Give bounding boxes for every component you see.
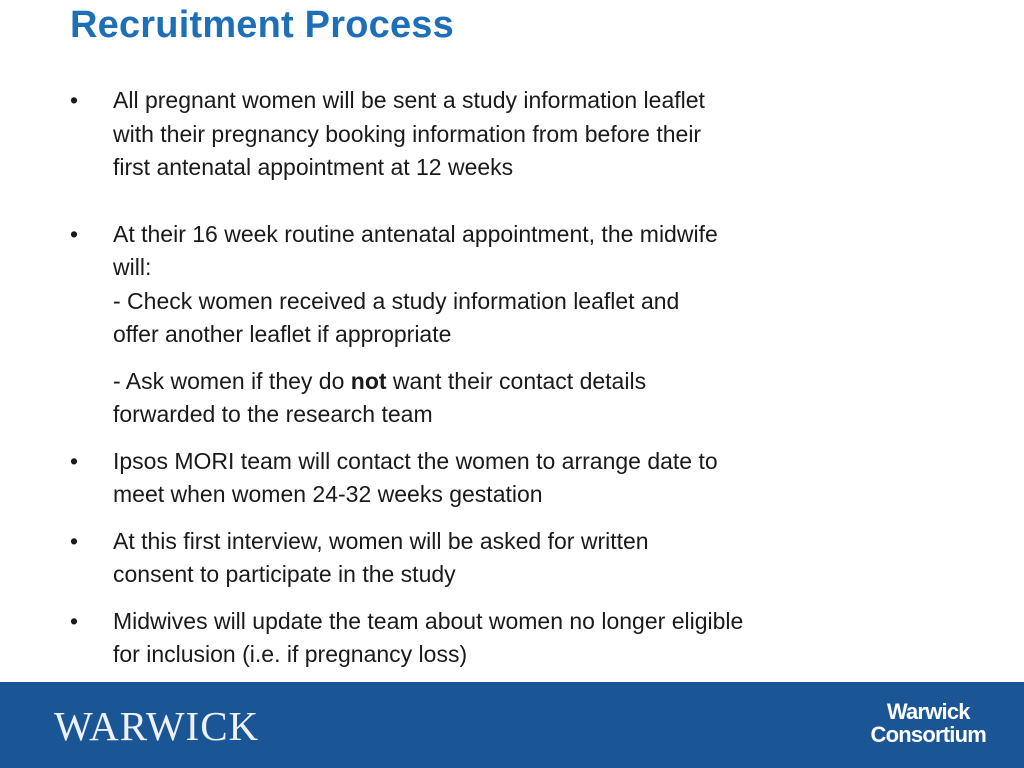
bullet-text-line: At this first interview, women will be asked for written xyxy=(113,527,649,554)
bullet-dot: • xyxy=(70,447,79,474)
sub-point-line: forwarded to the research team xyxy=(113,401,433,427)
bullet-text-line: first antenatal appointment at 12 weeks xyxy=(113,154,514,180)
slide-title: Recruitment Process xyxy=(70,4,454,46)
bullet-text-line: with their pregnancy booking information from before their xyxy=(113,120,702,147)
bullet-dot: • xyxy=(70,220,79,247)
sub-point xyxy=(113,365,920,432)
bullet-item xyxy=(70,525,920,592)
bullet-item xyxy=(70,84,920,185)
bullet-text-line: Ipsos MORI team will contact the women to arrange date to xyxy=(113,447,718,474)
bullet-item xyxy=(70,605,920,672)
bullet-item xyxy=(70,218,920,432)
bullet-text-line: for inclusion (i.e. if pregnancy loss) xyxy=(113,641,468,667)
bullet-text-line: Midwives will update the team about women no longer eligible xyxy=(113,607,744,634)
sub-point-line: offer another leaflet if appropriate xyxy=(113,321,452,347)
sub-point-text: - Ask women if they do xyxy=(113,367,351,394)
sub-point-line: - Check women received a study information leaflet and xyxy=(113,287,680,314)
bullet-text-line: meet when women 24-32 weeks gestation xyxy=(113,481,543,507)
footer-bar xyxy=(0,682,1024,768)
sub-point-text: want their contact details xyxy=(386,367,647,394)
bullet-item xyxy=(70,445,920,512)
consortium-logo-line: Consortium xyxy=(870,722,986,747)
consortium-logo-line: Warwick xyxy=(886,699,970,724)
emphasis-not: not xyxy=(350,367,387,394)
bullet-text-line: will: xyxy=(113,254,152,280)
bullet-text-line: All pregnant women will be sent a study information leaflet xyxy=(113,87,705,113)
sub-point xyxy=(113,285,920,352)
bullet-dot: • xyxy=(70,607,79,634)
bullet-dot: • xyxy=(70,527,79,554)
bullet-dot: • xyxy=(70,87,79,113)
bullet-text-line: At their 16 week routine antenatal appointment, the midwife xyxy=(113,220,718,247)
bullet-text-line: consent to participate in the study xyxy=(113,561,456,587)
warwick-logo: WARWICK xyxy=(54,703,260,749)
bullet-list xyxy=(70,84,920,672)
warwick-consortium-logo xyxy=(871,700,986,746)
sub-point-line xyxy=(113,365,920,399)
